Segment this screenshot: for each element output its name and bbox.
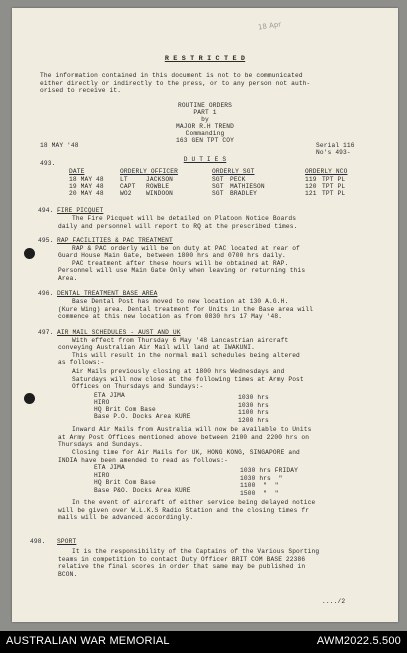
document-page [12,8,398,622]
item-number: 497. [38,329,54,336]
duty-officer-name: JACKSON [146,176,174,183]
item-line: (Kure Wing) area. Dental treatment for Units in the Base area will [58,305,313,313]
schedule-time: 1030 hrs FRIDAY [240,467,298,474]
item-title: RAP FACILITIES & PAC TREATMENT [57,237,173,244]
unit-name: 163 GEN TPT COY [176,137,234,144]
duties-col-officer: ORDERLY OFFICER [120,168,178,175]
duty-sgt-name: MATHIESON [230,183,265,190]
item-line: conveying Australian Air Mail will land at IWAKUNI. [58,344,256,351]
schedule-location: ETA JIMA [94,464,125,471]
duty-sgt-rank: SGT [212,183,224,190]
item-title: FIRE PICQUET [57,207,104,214]
schedule-time: 1200 hrs [238,416,269,424]
archive-name: AUSTRALIAN WAR MEMORIAL [6,635,170,647]
notice-line: The information contained in this document is not to be communicated [40,72,303,79]
body-line: Thursdays and Sundays. [58,441,143,448]
archive-reference: AWM2022.5.500 [316,635,401,647]
body-line: Closing time for Air Mails for UK, HONG KONG, SINGAPORE and [72,449,300,456]
item-line: Area. [58,274,78,282]
duties-col-nco: ORDERLY NCO [305,168,348,175]
serial-number: Serial 116 [316,142,355,149]
item-line: The Fire Picquet will be detailed on Platoon Notice Boards [72,215,297,222]
item-line: Offices on Thursdays and Sundays:- [72,383,204,390]
schedule-location: HIRO [94,399,110,406]
schedule-time: 1030 hrs [238,394,269,401]
punch-hole [24,248,35,259]
item-line: It is the responsibility of the Captains of the Various Sporting [72,548,320,555]
item-line: Personnel will use Main Gate Only when leaving or returning this [58,267,306,274]
duty-officer-name: WINDOON [146,190,174,197]
item-line: relative the final scores in order that same may be published in [58,563,306,570]
duty-nco-number: 119 [305,176,317,183]
item-line: commence at this new location as from 0830 hrs 17 May '48. [58,313,283,320]
duty-sgt-name: PECK [230,176,246,183]
page-continuation: ..../2 [322,598,346,605]
item-number: 495. [38,237,54,244]
duty-nco-unit: TPT PL [322,176,346,183]
item-line: This will result in the normal mail schedules being altered [72,351,300,359]
item-line: Air Mails previously closing at 1800 hrs Wednesdays and [72,368,285,375]
item-line: Guard House Main Gate, between 1800 hrs and 0700 hrs daily. [58,252,286,259]
duty-officer-rank: LT [120,176,128,183]
schedule-location: HIRO [94,471,110,479]
commander-role: Commanding [185,130,225,137]
body-line: In the event of aircraft of either service being delayed notice [72,499,316,506]
item-number: 498. [30,538,46,545]
notice-line: either directly or indirectly to the press, or to any person not auth- [40,79,311,87]
duties-col-date: DATE [69,168,85,175]
body-line: at Army Post Offices mentioned above between 2100 and 2200 hrs on [58,433,310,441]
schedule-time: 1100 " " [240,482,279,489]
schedule-location: ETA JIMA [94,392,125,399]
item-title: DENTAL TREATMENT BASE AREA [57,290,158,297]
schedule-time: 1030 hrs " [240,474,283,482]
schedule-time: 1500 " " [240,489,279,497]
body-line: Inward Air Mails from Australia will now be available to Units [72,426,312,433]
item-number: 496. [38,290,54,297]
orders-by: by [201,116,209,123]
schedule-time: 1100 hrs [238,409,269,416]
item-line: RAP & PAC orderly will be on duty at PAC located at rear of [72,244,300,252]
duties-title: D U T I E S [183,156,227,163]
order-date: 18 MAY '48 [40,142,79,149]
archive-footer [0,631,407,653]
item-line: teams in competition to contact Duty Officer BRIT COM BASE 22386 [58,555,306,563]
orders-part: PART 1 [193,109,217,116]
schedule-location: Base P&O. Docks Area KURE [94,486,191,494]
schedule-time: 1030 hrs [238,401,269,409]
schedule-location: HQ Brit Com Base [94,406,156,413]
notice-line: orised to receive it. [40,87,122,94]
item-line: Base Dental Post has moved to new location at 130 A.G.H. [72,298,289,305]
duty-officer-name: ROWBLE [146,183,170,190]
item-line: as follows:- [58,359,105,366]
duties-col-sgt: ORDERLY SGT [212,168,255,175]
duty-officer-rank: WO2 [120,190,132,197]
body-line: mails will be advanced accordingly. [58,514,194,521]
commander-name: MAJOR R.H TREND [176,123,234,130]
classification-heading: R E S T R I C T E D [164,55,246,63]
punch-hole [24,393,35,404]
item-line: daily and personnel will report to RQ at the prescribed times. [58,222,298,230]
item-line: Saturdays will now close at the following times at Army Post [72,375,304,383]
body-line: will be given over W.L.K.S Radio Station and the closing times fr [58,506,310,514]
orders-title: ROUTINE ORDERS [177,102,233,109]
item-title: AIR MAIL SCHEDULES - AUST AND UK [57,329,181,336]
schedule-location: HQ Brit Com Base [94,479,156,486]
item-line: PAC treatment after these hours will be obtained at RAP. [72,259,289,267]
duty-nco-unit: TPT PL [322,190,346,197]
schedule-location: Base P.O. Docks Area KURE [94,413,191,420]
item-title: SPORT [57,538,77,545]
duty-sgt-name: BRADLEY [230,190,258,197]
pencil-annotation: 18 Apr [257,20,282,32]
duty-officer-rank: CAPT [120,183,136,190]
order-numbers: No's 493- [316,149,351,156]
duty-nco-number: 121 [305,190,317,197]
item-number: 494. [38,207,54,214]
duty-date: 19 MAY 48 [69,183,104,190]
duty-nco-number: 120 [305,183,317,190]
duty-sgt-rank: SGT [212,176,224,183]
duties-number: 493. [40,160,56,167]
body-line: INDIA have been amended to read as follows:- [58,456,228,464]
item-line: BCON. [58,570,78,578]
duty-nco-unit: TPT PL [322,183,346,190]
item-line: With effect from Thursday 6 May '48 Lancastrian aircraft [72,336,289,344]
duty-date: 20 MAY 48 [69,190,104,197]
duty-date: 18 MAY 48 [69,176,104,183]
duty-sgt-rank: SGT [212,190,224,197]
